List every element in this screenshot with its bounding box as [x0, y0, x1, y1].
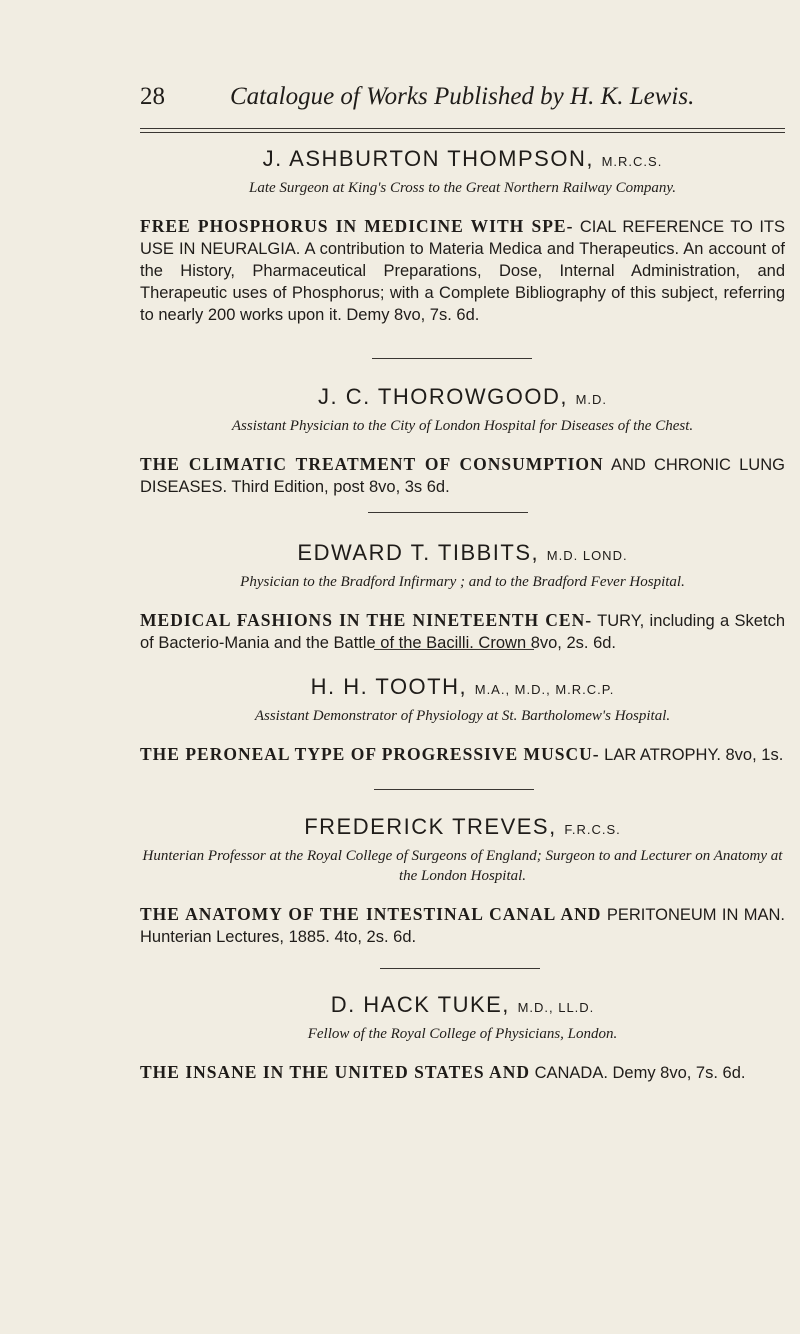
catalogue-entry	[140, 540, 785, 654]
section-divider	[380, 968, 540, 969]
book-details: TURY, including a Sketch of Bacterio-Mania and the Battle of the Bacilli. Crown 8vo, 2s. 6d.	[140, 612, 785, 652]
book-details: CANADA. Demy 8vo, 7s. 6d.	[534, 1064, 746, 1082]
author-degrees: M.A., M.D., M.R.C.P.	[474, 682, 615, 697]
book-details: AND CHRONIC LUNG DISEASES. Third Edition, post 8vo, 3s 6d.	[140, 456, 785, 496]
author-name: EDWARD T. TIBBITS,	[297, 540, 540, 565]
catalogue-entry	[140, 146, 785, 326]
author-description: Fellow of the Royal College of Physicians, London.	[307, 1026, 618, 1042]
section-divider	[374, 789, 534, 790]
author-heading	[140, 384, 785, 413]
section-divider	[372, 358, 532, 359]
author-name: D. HACK TUKE,	[330, 992, 510, 1017]
author-name: J. ASHBURTON THOMPSON,	[262, 146, 594, 171]
book-title: THE CLIMATIC TREATMENT OF CONSUMPTION	[140, 454, 604, 474]
author-degrees: M.R.C.S.	[601, 154, 663, 169]
book-entry	[140, 743, 785, 766]
catalogue-entry	[140, 674, 785, 766]
author-name: H. H. TOOTH,	[310, 674, 468, 699]
author-degrees: F.R.C.S.	[564, 822, 621, 837]
book-entry	[140, 903, 785, 948]
author-degrees: M.D.	[575, 392, 608, 407]
book-title: MEDICAL FASHIONS IN THE NINETEENTH CEN-	[140, 610, 593, 630]
section-divider	[368, 512, 528, 513]
book-details: LAR ATROPHY. 8vo, 1s.	[604, 746, 784, 764]
section-divider	[374, 649, 534, 650]
author-name: FREDERICK TREVES,	[304, 814, 557, 839]
page-number: 28	[140, 83, 165, 110]
book-title: FREE PHOSPHORUS IN MEDICINE WITH SPE-	[140, 216, 574, 236]
header-rule	[140, 128, 785, 133]
book-entry	[140, 1061, 785, 1084]
catalogue-entry	[140, 814, 785, 948]
catalogue-entry	[140, 992, 785, 1084]
book-details: CIAL REFERENCE TO ITS USE IN NEURALGIA. A contribution to Materia Medica and Therapeutics. An account of the History, Pharmaceutical Preparations, Dose, Internal Administration, and Therapeutic uses of Phosphorus; with a Complete Bibliography of this subject, referring to nearly 200 works upon it. Demy 8vo, 7s. 6d.	[140, 218, 785, 324]
book-entry	[140, 215, 785, 326]
author-description: Assistant Physician to the City of London Hospital for Diseases of the Chest.	[231, 418, 694, 434]
book-title: THE INSANE IN THE UNITED STATES AND	[140, 1062, 530, 1082]
author-name: J. C. THOROWGOOD,	[317, 384, 568, 409]
author-heading	[140, 146, 785, 175]
author-description: Late Surgeon at King's Cross to the Great Northern Railway Company.	[249, 180, 676, 196]
author-degrees: M.D. LOND.	[546, 548, 628, 563]
author-degrees: M.D., LL.D.	[517, 1000, 595, 1015]
author-description: Hunterian Professor at the Royal College of Surgeons of England; Surgeon to and Lecturer on Anatomy at the London Hospital.	[142, 848, 783, 884]
author-description: Assistant Demonstrator of Physiology at St. Bartholomew's Hospital.	[254, 708, 671, 724]
author-description: Physician to the Bradford Infirmary ; and to the Bradford Fever Hospital.	[240, 574, 685, 590]
author-heading	[140, 674, 785, 703]
author-heading	[140, 814, 785, 843]
book-entry	[140, 453, 785, 498]
running-title: Catalogue of Works Published by H. K. Lewis.	[230, 83, 695, 110]
book-title: THE PERONEAL TYPE OF PROGRESSIVE MUSCU-	[140, 744, 600, 764]
catalogue-entry	[140, 384, 785, 498]
author-heading	[140, 540, 785, 569]
book-title: THE ANATOMY OF THE INTESTINAL CANAL AND	[140, 904, 602, 924]
book-details: PERITONEUM IN MAN. Hunterian Lectures, 1885. 4to, 2s. 6d.	[140, 906, 785, 946]
book-entry	[140, 609, 785, 654]
author-heading	[140, 992, 785, 1021]
